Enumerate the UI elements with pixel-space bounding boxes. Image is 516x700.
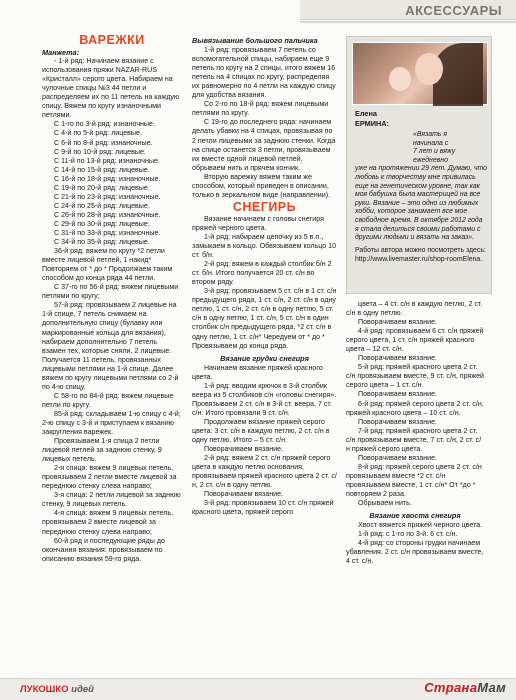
magazine-logo: [20, 684, 94, 695]
tail-subtitle: Вязание хвоста снегиря: [369, 511, 461, 521]
thumb-subtitle: Вывязывание большого пальчика: [192, 36, 318, 45]
instruction-paragraph: 2-й ряд: вяжем в каждый столбик б/н 2 ст. б/н. Итого получается 20 ст. с/н во втором ряду.: [192, 260, 332, 287]
instruction-paragraph: С 24-й по 25-й ряд: лицевые.: [54, 201, 150, 210]
instruction-paragraph: С 11-й по 13-й ряд: изнаночные.: [54, 156, 160, 165]
instruction-paragraph: 2-й ряд: вяжем 2 ст. с/н пряжей серого цвета в каждую петлю основания, провязываем пряжей красного цвета 2 ст. с/н, 2 ст. с/н в одну петлю.: [192, 454, 337, 490]
instruction-paragraph: 1-й ряд: провязываем 7 петель со вспомогательной спицы, набираем еще 9 петель по кругу на 2 спицы, итого вяжем 16 петель на 4 спицах по кругу, распределяя их равномерно по 4 петли на каждую спицу для удобства вязания.: [192, 46, 336, 100]
instruction-paragraph: Продолжаем вязание пряжей серого цвета: 3 ст. с/н в каждую петлю, 2 ст. с/н в одну петлю. Итого – 5 ст. с/н.: [192, 417, 330, 445]
instruction-paragraph: С 29-й по 30-й ряд: лицевые.: [54, 219, 150, 228]
instruction-paragraph: 4-й ряд: провязываем 6 ст. с/н пряжей серого цвета, 1 ст. с/н пряжей красного цвета – 12 ст. с/н.: [346, 327, 484, 354]
author-first-name: Елена: [355, 109, 377, 118]
breast-subtitle: Вязание грудки снегиря: [220, 353, 309, 363]
mittens-title: ВАРЕЖКИ: [79, 33, 145, 47]
instruction-paragraph: Со 2-го по 18-й ряд: вяжем лицевыми петлями по кругу.: [192, 100, 329, 118]
quote-line: «Вязать я: [413, 131, 448, 138]
instruction-paragraph: С 31-й по 33-й ряд: изнаночные.: [54, 228, 161, 237]
instruction-paragraph: Хвост вяжется пряжей черного цвета.: [358, 521, 483, 530]
author-quote: [355, 131, 487, 243]
instruction-paragraph: 85-й ряд: складываем 1-ю спицу с 4-й; 2-ю спицу с 3-й и приступаем к вязанию закругления варежек.: [42, 409, 181, 437]
watermark-word-2: Мам: [477, 680, 506, 695]
column-middle: [192, 36, 337, 517]
instruction-paragraph: С 34-й по 35-й ряд: лицевые.: [54, 238, 150, 247]
instruction-paragraph: С 19-го до последнего ряда: начинаем делать убавки на 4 спицах, провязывая по 2 петли лицевыми за заднюю стенки. Когда на спице останется 3 петли, провязываем их вместе одной лицевой петлей, обрываем нить и прячем кончик.: [192, 118, 336, 172]
instruction-paragraph: Поворачиваем вязание.: [358, 453, 438, 462]
instruction-paragraph: 3-я спица: 2 петли лицевой за заднюю стенку, 9 лицевых петель.: [42, 491, 181, 509]
instruction-paragraph: С 26-й по 28-й ряд: изнаночные.: [54, 210, 161, 219]
header-band: [300, 0, 516, 20]
quote-line: 7 лет и вяжу: [413, 148, 456, 156]
instruction-paragraph: цвета – 4 ст. с/н в каждую петлю, 2 ст. с/н в одну петлю.: [346, 300, 483, 318]
instruction-paragraph: Поворачиваем вязание.: [204, 445, 284, 454]
instruction-paragraph: С 9-й по 10-й ряд: лицевые.: [54, 147, 146, 156]
instruction-paragraph: 7-й ряд: пряжей красного цвета 2 ст. с/н провязываем вместе, 7 ст. с/н, 2 ст. с/н пряжей серого цвета.: [346, 426, 482, 453]
instruction-paragraph: Провязываем 1-я спица 2 петли лицевой петлей за заднюю стенку, 9 лицевых петель.: [42, 437, 162, 464]
instruction-paragraph: Поворачиваем вязание.: [358, 318, 438, 327]
instruction-paragraph: Вторую варежку вяжем таким же способом, который приведен в описании, только в зеркальном виде (направлении).: [192, 172, 331, 199]
watermark-word-1: Страна: [424, 680, 478, 695]
instruction-paragraph: 4-й ряд: со стороны грудки начинаем убавления. 2 ст. с/н провязываем вместе, 4 ст. с/н.: [346, 539, 484, 566]
author-works-note: Работы автора можно посмотреть здесь: http://www.livemaster.ru/shop-roomElena.: [355, 247, 486, 263]
instruction-paragraph: - 1-й ряд: Начинаем вязание с использования пряжи NAZAR-RUS «Кристалл» серого цвета. Набираем на чулочные спицы №3 44 петли и распределяем их по 11 петель на каждую спицу. Вяжем по кругу изнаночными петлями.: [42, 57, 180, 120]
instruction-paragraph: С 19-й по 20-й ряд: лицевые.: [54, 183, 150, 192]
instruction-paragraph: С 6-й по 8-й ряд: изнаночные.: [54, 138, 153, 147]
instruction-paragraph: С 21-й по 23-й ряд: изнаночные.: [54, 192, 161, 201]
instruction-paragraph: С 37-го по 56-й ряд: вяжем лицевыми петлями по кругу;: [42, 283, 179, 301]
instruction-paragraph: 1-й ряд: с 1-го по 3-й: 6 ст. с/н.: [358, 530, 458, 539]
instruction-paragraph: Поворачиваем вязание.: [358, 354, 438, 363]
instruction-paragraph: 2-я спица: вяжем 9 лицевых петель, провязываем 2 петли вместе лицевой за переднюю стенку слева направо;: [42, 464, 177, 491]
quote-line: ежедневно: [413, 156, 448, 164]
bullfinch-title: СНЕГИРЬ: [232, 199, 297, 214]
instruction-paragraph: Вязание начинаем с головы снегиря пряжей черного цвета.: [192, 214, 324, 232]
instruction-paragraph: С 14-й по 15-й ряд: лицевые.: [54, 165, 150, 174]
instruction-paragraph: Поворачиваем вязание.: [358, 417, 438, 426]
author-photo: [352, 42, 488, 105]
section-title: АКСЕССУАРЫ: [405, 3, 502, 18]
quote-line: уже на протяжении 29 лет. Думаю, что любовь к творчеству мне привилась еще на генетическом уровне, так как моя бабушка была мастерицей на все руки. Вязание – это одно из любимых хобби, которое занимает все мое свободное время. В октябре 2012 года я стала делиться своими работами с другими людьми и вязать на заказ».: [355, 165, 488, 242]
instruction-paragraph: Обрываем нить.: [358, 499, 412, 508]
instruction-paragraph: Начинаем вязание пряжей красного цвета.: [192, 363, 323, 381]
author-sidebar: [346, 36, 492, 294]
watermark-logo: [424, 680, 506, 695]
instruction-paragraph: 5-й ряд: пряжей красного цвета 2 ст. с/н провязываем вместе, 9 ст. с/н, пряжей серого цвета – 1 ст. с/н.: [346, 363, 485, 390]
author-last-name: ЕРМИНА:: [355, 119, 389, 128]
instruction-paragraph: 36-й ряд: вяжем по кругу *2 петли вместе лицевой петлей, 1 накид* Повторяем от * до * Продолжаем таким способом до конца ряда 44 петли.: [42, 247, 173, 283]
instruction-paragraph: 3-й ряд: провязываем 5 ст. с/н в 1 ст. с/н предыдущего ряда, 1 ст. с/н, 2 ст. с/н в одну петлю, 1 ст. с/н, 2 ст. с/н в одну петлю, 5 ст. с/н в одну петлю, 1 ст. с/н, 5 ст. с/н в один столбик с/н предыдущего ряда, *2 ст. с/н в одну петлю, 1 ст. с/н* Чередуем от * до * Провязываем до конца ряда.: [192, 287, 337, 350]
instruction-paragraph: 4-я спица: вяжем 9 лицевых петель, провязываем 2 вместе лицевой за переднюю стенку слева направо;: [42, 509, 174, 536]
instruction-paragraph: 1-й ряд: вводим крючок в 3-й столбик веера из 5 столбиков с/н «головы снегиря». Провязываем 2 ст. с/н в 3-й ст. веера, 7 ст. с/н. Итого провязали 9 ст. с/н.: [192, 381, 337, 417]
instruction-paragraph: 57-й ряд: провязываем 2 лицевые на 1-й спице, 7 петель снимаем на дополнительную спицу (булавку или маркированные кольца для вязания), набираем дополнительно 7 петель взамен тех, которые сняли, 2 лицевые. Получается 11 петель, провязанных лицевыми петлями на 1-й спице. Далее вяжем по кругу лицевыми петлями со 2-й по 4-ю спицу.: [42, 301, 179, 391]
logo-word-2: идей: [71, 684, 94, 695]
instruction-paragraph: Поворачиваем вязание.: [358, 390, 438, 399]
column-right: [346, 300, 484, 566]
logo-word-1: ЛУКОШКО: [20, 684, 69, 695]
column-mittens: [42, 33, 182, 564]
instruction-paragraph: С 58-го по 84-й ряд: вяжем лицевые петли по кругу.: [42, 391, 174, 409]
instruction-paragraph: С 16-й по 18-й ряд: изнаночные.: [54, 174, 161, 183]
instruction-paragraph: 3-й ряд: провязываем 10 ст. с/н пряжей красного цвета, пряжей серого: [192, 499, 334, 517]
cuff-subtitle: Манжета:: [42, 48, 80, 58]
instruction-paragraph: С 1-го по 3-й ряд: изнаночные.: [54, 120, 155, 129]
quote-line: начинала с: [413, 139, 449, 147]
instruction-paragraph: 8-й ряд: пряжей серого цвета 2 ст. с/н провязываем вместе *2 ст. с/н провязываем вместе, 1 ст. с/н* От *до * повторяем 2 раза.: [346, 462, 482, 498]
instruction-paragraph: 1-й ряд: набираем цепочку из 5 в.п., замыкаем в кольцо. Обвязываем кольцо 10 ст. б/н.: [192, 232, 337, 260]
page-footer: [0, 678, 516, 700]
instruction-paragraph: 6-й ряд: пряжей серого цвета 2 ст. с/н, пряжей красного цвета – 10 ст. с/н.: [346, 399, 484, 417]
instruction-paragraph: 60-й ряд и последующие ряды до окончания вязания: провязываем по описанию вязания 59-го ряда.: [42, 536, 165, 563]
header-divider: [300, 21, 516, 23]
instruction-paragraph: С 4-й по 5-й ряд: лицевые.: [54, 129, 142, 138]
instruction-paragraph: Поворачиваем вязание.: [204, 490, 284, 499]
